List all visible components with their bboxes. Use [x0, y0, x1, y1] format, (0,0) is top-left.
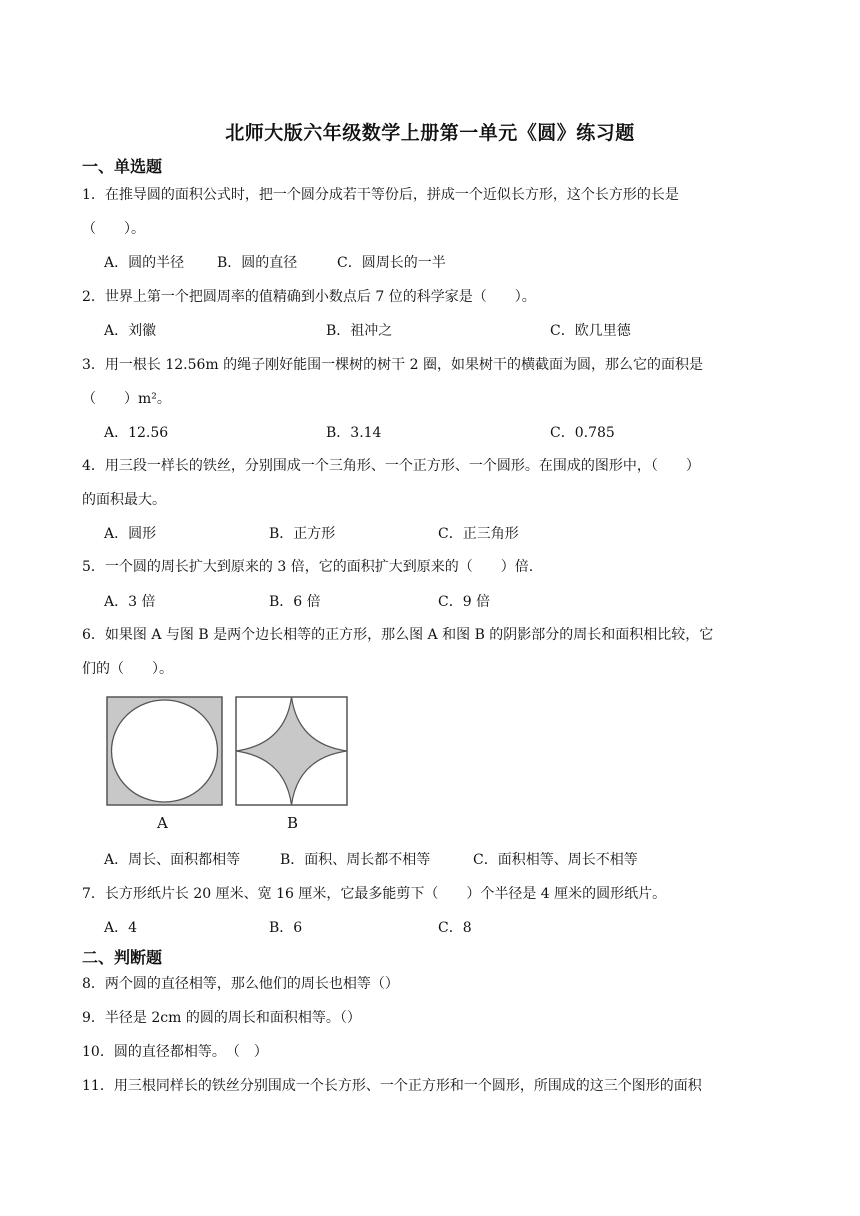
- question-7-option-a: A．4: [104, 920, 138, 936]
- question-6-option-b: B．面积、周长都不相等: [280, 852, 431, 868]
- square-figures-diagram: [106, 696, 356, 836]
- question-1-line-2: （ ）。: [82, 221, 145, 237]
- question-4-option-b: B．正方形: [269, 526, 336, 542]
- question-6-line-1: 6．如果图 A 与图 B 是两个边长相等的正方形，那么图 A 和图 B 的阴影部分的周长和面积相比较，它: [82, 627, 714, 643]
- question-1-option-c: C．圆周长的一半: [337, 255, 446, 271]
- question-7-option-b: B．6: [269, 920, 303, 936]
- question-5-option-c: C．9 倍: [438, 594, 491, 610]
- question-3-option-c: C．0.785: [550, 425, 615, 441]
- question-4-option-c: C．正三角形: [438, 526, 519, 542]
- figure-a-shape: [107, 697, 222, 805]
- question-5-option-b: B．6 倍: [269, 594, 321, 610]
- figure-b-label: B: [287, 814, 299, 832]
- question-6-option-c: C．面积相等、周长不相等: [473, 852, 638, 868]
- question-11-line-1: 11．用三根同样长的铁丝分别围成一个长方形、一个正方形和一个圆形，所围成的这三个图形的面积: [82, 1078, 702, 1094]
- question-3-line-2: （ ）m²。: [82, 391, 171, 407]
- figure-a-label: A: [157, 814, 168, 832]
- section-true-false: 二、判断题: [82, 948, 163, 967]
- figure-a-and-b: [106, 696, 356, 840]
- page-title: 北师大版六年级数学上册第一单元《圆》练习题: [225, 122, 635, 144]
- question-4-line-1: 4．用三段一样长的铁丝，分别围成一个三角形、一个正方形、一个圆形。在围成的图形中，（ ）: [82, 458, 700, 474]
- question-7-line-1: 7．长方形纸片长 20 厘米、宽 16 厘米，它最多能剪下（ ）个半径是 4 厘米的圆形纸片。: [82, 886, 667, 902]
- question-1-option-a: A．圆的半径: [104, 255, 185, 271]
- question-9-line-1: 9．半径是 2cm 的圆的周长和面积相等。（）: [82, 1010, 361, 1026]
- question-1-line-1: 1．在推导圆的面积公式时，把一个圆分成若干等份后，拼成一个近似长方形，这个长方形的长是: [82, 187, 679, 203]
- question-3-option-a: A．12.56: [104, 425, 169, 441]
- question-6-option-a: A．周长、面积都相等: [104, 852, 241, 868]
- question-6-line-2: 们的（ ）。: [82, 661, 173, 677]
- question-2-option-b: B．祖冲之: [326, 323, 393, 339]
- question-2-line-1: 2．世界上第一个把圆周率的值精确到小数点后 7 位的科学家是（ ）。: [82, 289, 536, 305]
- question-2-option-a: A．刘徽: [104, 323, 157, 339]
- question-10-line-1: 10．圆的直径都相等。 （ ）: [82, 1044, 268, 1060]
- question-1-option-b: B．圆的直径: [217, 255, 298, 271]
- question-4-line-2: 的面积最大。: [82, 492, 166, 508]
- question-4-option-a: A．圆形: [104, 526, 157, 542]
- question-5-option-a: A．3 倍: [104, 594, 156, 610]
- question-3-line-1: 3．用一根长 12.56m 的绳子刚好能围一棵树的树干 2 圈，如果树干的横截面为圆，那么它的面积是: [82, 357, 703, 373]
- question-3-option-b: B．3.14: [326, 425, 382, 441]
- question-2-option-c: C．欧几里德: [550, 323, 631, 339]
- question-8-line-1: 8．两个圆的直径相等，那么他们的周长也相等（）: [82, 976, 399, 992]
- section-single-choice: 一、单选题: [82, 157, 163, 176]
- question-7-option-c: C．8: [438, 920, 472, 936]
- question-5-line-1: 5．一个圆的周长扩大到原来的 3 倍，它的面积扩大到原来的（ ）倍.: [82, 559, 534, 575]
- figure-b-shape: [236, 697, 347, 805]
